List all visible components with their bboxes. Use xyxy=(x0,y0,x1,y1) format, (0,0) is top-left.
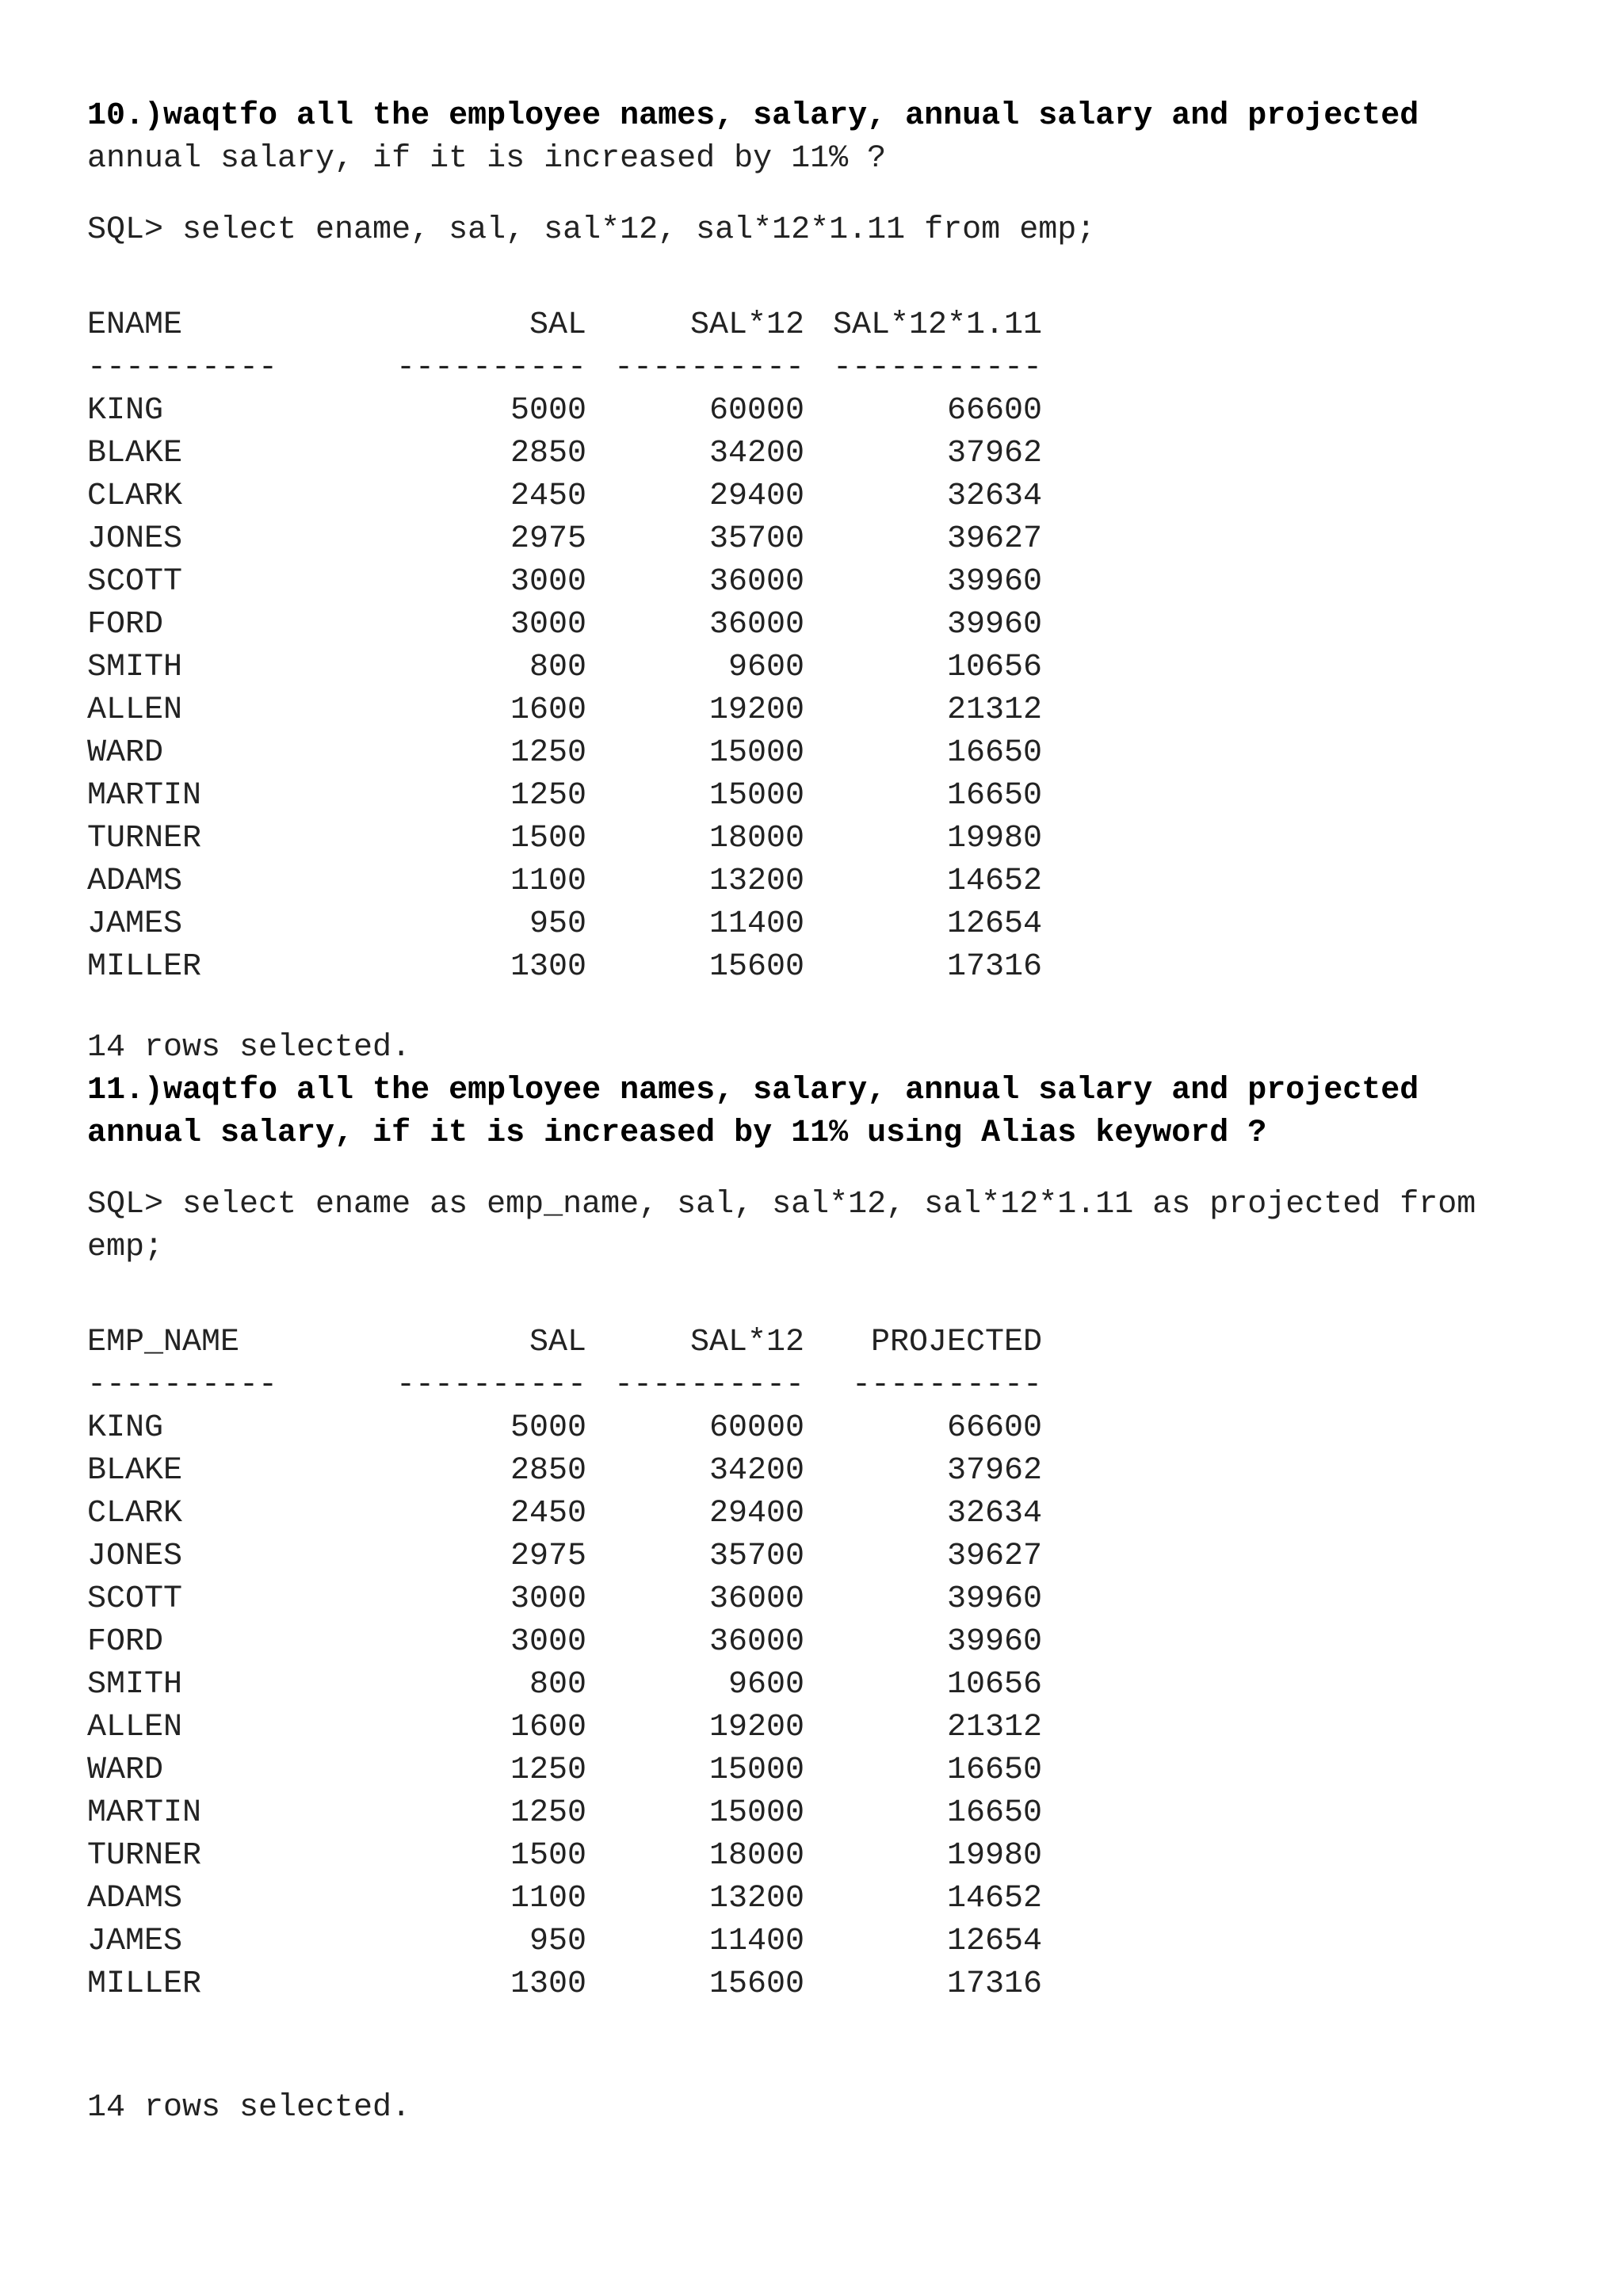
table-row-cell: 15000 xyxy=(708,1753,804,1788)
table-row-cell: 1100 xyxy=(510,1881,586,1917)
table-row-cell: 39960 xyxy=(946,1624,1042,1660)
table-row-cell: 11400 xyxy=(708,906,804,942)
table-row-cell: 39627 xyxy=(946,521,1042,557)
table-row-cell: 36000 xyxy=(708,1581,804,1617)
table-row-cell: ALLEN xyxy=(87,1710,183,1745)
table-separator-row xyxy=(87,1364,1042,1407)
table-row-cell: 1600 xyxy=(510,692,586,728)
table-row-cell: JONES xyxy=(87,1539,183,1574)
table-row-cell: 36000 xyxy=(708,564,804,600)
table-header-row-cell: SAL*12*1.11 xyxy=(832,307,1042,343)
table-row-cell: 34200 xyxy=(708,1453,804,1489)
table-row-cell: 32634 xyxy=(946,1496,1042,1531)
query-11-result-table xyxy=(87,1322,1042,2006)
table-row xyxy=(87,732,1042,775)
table-row-cell: 21312 xyxy=(946,692,1042,728)
table-separator-row-cell: ---------- xyxy=(87,350,278,386)
table-row-cell: 2850 xyxy=(510,436,586,471)
table-header-row-cell: SAL xyxy=(529,1325,586,1360)
table-row-cell: 19980 xyxy=(946,821,1042,856)
table-row-cell: 800 xyxy=(529,650,586,685)
table-row xyxy=(87,1621,1042,1664)
table-row-cell: 32634 xyxy=(946,479,1042,514)
question-10-sql: SQL> select ename, sal, sal*12, sal*12*1.11 from emp; xyxy=(87,212,1096,248)
table-row xyxy=(87,1963,1042,2006)
question-11-title-continued: annual salary, if it is increased by 11% using Alias keyword ? xyxy=(87,1116,1267,1151)
table-row-cell: 16650 xyxy=(946,1753,1042,1788)
table-row-cell: ADAMS xyxy=(87,864,183,899)
question-10-section xyxy=(87,95,1561,1070)
query-10-result-table xyxy=(87,304,1042,989)
table-row-cell: SCOTT xyxy=(87,564,183,600)
document-page xyxy=(87,95,1561,2130)
table-row-cell: 11400 xyxy=(708,1924,804,1959)
table-row-cell: 800 xyxy=(529,1667,586,1703)
table-row-cell: 18000 xyxy=(708,821,804,856)
table-row-cell: 19200 xyxy=(708,692,804,728)
table-row xyxy=(87,1535,1042,1578)
table-row xyxy=(87,1878,1042,1920)
table-row-cell: TURNER xyxy=(87,1838,202,1874)
table-row-cell: 18000 xyxy=(708,1838,804,1874)
table-row-cell: 15600 xyxy=(708,1966,804,2002)
table-row-cell: 35700 xyxy=(708,521,804,557)
table-row-cell: 5000 xyxy=(510,1410,586,1446)
table-row xyxy=(87,1749,1042,1792)
table-row-cell: 17316 xyxy=(946,1966,1042,2002)
table-row-cell: FORD xyxy=(87,607,164,643)
table-row xyxy=(87,775,1042,818)
table-row xyxy=(87,818,1042,860)
table-row-cell: 60000 xyxy=(708,1410,804,1446)
table-row-cell: 12654 xyxy=(946,906,1042,942)
query-10-rows-selected: 14 rows selected. xyxy=(87,1030,411,1066)
table-separator-row-cell: ---------- xyxy=(395,1367,586,1403)
table-row-cell: TURNER xyxy=(87,821,202,856)
table-row-cell: 37962 xyxy=(946,1453,1042,1489)
table-row-cell: 1500 xyxy=(510,821,586,856)
table-row-cell: 12654 xyxy=(946,1924,1042,1959)
table-row-cell: 16650 xyxy=(946,1795,1042,1831)
table-row-cell: JONES xyxy=(87,521,183,557)
table-row xyxy=(87,860,1042,903)
table-row-cell: 16650 xyxy=(946,735,1042,771)
table-row-cell: SCOTT xyxy=(87,1581,183,1617)
table-row xyxy=(87,1707,1042,1749)
table-row-cell: CLARK xyxy=(87,1496,183,1531)
table-row-cell: 39960 xyxy=(946,564,1042,600)
table-header-row-cell: EMP_NAME xyxy=(87,1325,240,1360)
table-header-row-cell: SAL xyxy=(529,307,586,343)
table-row-cell: 15000 xyxy=(708,735,804,771)
table-separator-row-cell: ---------- xyxy=(851,1367,1042,1403)
question-11-title: 11.)waqtfo all the employee names, salary, annual salary and projected xyxy=(87,1073,1419,1108)
table-separator-row-cell: ---------- xyxy=(613,350,804,386)
table-row-cell: 16650 xyxy=(946,778,1042,814)
table-row-cell: SMITH xyxy=(87,650,183,685)
table-row-cell: CLARK xyxy=(87,479,183,514)
table-row-cell: 29400 xyxy=(708,1496,804,1531)
table-row xyxy=(87,1792,1042,1835)
table-row-cell: WARD xyxy=(87,1753,164,1788)
table-row-cell: 14652 xyxy=(946,864,1042,899)
table-row xyxy=(87,1493,1042,1535)
table-header-row-cell: SAL*12 xyxy=(689,1325,804,1360)
table-row-cell: MILLER xyxy=(87,949,202,985)
table-row-cell: ADAMS xyxy=(87,1881,183,1917)
table-row-cell: BLAKE xyxy=(87,436,183,471)
table-row-cell: 10656 xyxy=(946,1667,1042,1703)
table-row-cell: 39960 xyxy=(946,607,1042,643)
question-10-title-continued: annual salary, if it is increased by 11% ? xyxy=(87,141,887,177)
table-row xyxy=(87,1835,1042,1878)
table-separator-row-cell: ---------- xyxy=(613,1367,804,1403)
table-row-cell: BLAKE xyxy=(87,1453,183,1489)
question-11-section xyxy=(87,1070,1561,2130)
table-row-cell: 1600 xyxy=(510,1710,586,1745)
table-row-cell: 1250 xyxy=(510,1795,586,1831)
table-row-cell: 3000 xyxy=(510,1581,586,1617)
table-row-cell: FORD xyxy=(87,1624,164,1660)
table-row-cell: 15600 xyxy=(708,949,804,985)
table-row xyxy=(87,903,1042,946)
question-10-title: 10.)waqtfo all the employee names, salary, annual salary and projected xyxy=(87,98,1419,134)
table-row xyxy=(87,1664,1042,1707)
table-row xyxy=(87,518,1042,561)
table-separator-row-cell: ----------- xyxy=(832,350,1042,386)
table-row-cell: 37962 xyxy=(946,436,1042,471)
table-row-cell: 17316 xyxy=(946,949,1042,985)
table-row xyxy=(87,604,1042,646)
table-row xyxy=(87,946,1042,989)
table-row-cell: 9600 xyxy=(727,650,804,685)
table-row-cell: 14652 xyxy=(946,1881,1042,1917)
table-header-row-cell: SAL*12 xyxy=(689,307,804,343)
table-row-cell: SMITH xyxy=(87,1667,183,1703)
table-header-row-cell: ENAME xyxy=(87,307,183,343)
table-row-cell: KING xyxy=(87,1410,164,1446)
table-row-cell: 36000 xyxy=(708,1624,804,1660)
table-row xyxy=(87,1450,1042,1493)
table-row xyxy=(87,689,1042,732)
table-row xyxy=(87,1407,1042,1450)
table-row-cell: MARTIN xyxy=(87,778,202,814)
table-row-cell: 21312 xyxy=(946,1710,1042,1745)
table-row-cell: 1100 xyxy=(510,864,586,899)
table-row-cell: 13200 xyxy=(708,1881,804,1917)
table-row-cell: 66600 xyxy=(946,1410,1042,1446)
table-row xyxy=(87,561,1042,604)
table-row-cell: 2450 xyxy=(510,1496,586,1531)
table-row-cell: 39960 xyxy=(946,1581,1042,1617)
table-row-cell: 39627 xyxy=(946,1539,1042,1574)
table-separator-row-cell: ---------- xyxy=(87,1367,278,1403)
query-11-rows-selected: 14 rows selected. xyxy=(87,2090,411,2126)
table-row-cell: 1250 xyxy=(510,1753,586,1788)
table-row-cell: 35700 xyxy=(708,1539,804,1574)
table-row-cell: 15000 xyxy=(708,778,804,814)
table-row-cell: 5000 xyxy=(510,393,586,429)
table-row xyxy=(87,1578,1042,1621)
table-row-cell: KING xyxy=(87,393,164,429)
table-row xyxy=(87,475,1042,518)
table-header-row-cell: PROJECTED xyxy=(870,1325,1042,1360)
table-row-cell: 60000 xyxy=(708,393,804,429)
table-row xyxy=(87,1920,1042,1963)
table-row xyxy=(87,433,1042,475)
table-row-cell: JAMES xyxy=(87,906,183,942)
table-row-cell: 19980 xyxy=(946,1838,1042,1874)
table-row-cell: 950 xyxy=(529,906,586,942)
table-row-cell: MILLER xyxy=(87,1966,202,2002)
table-row-cell: JAMES xyxy=(87,1924,183,1959)
table-row-cell: 1250 xyxy=(510,778,586,814)
table-header-row xyxy=(87,304,1042,347)
table-row xyxy=(87,390,1042,433)
table-row-cell: 29400 xyxy=(708,479,804,514)
table-row-cell: ALLEN xyxy=(87,692,183,728)
table-row-cell: 13200 xyxy=(708,864,804,899)
table-row-cell: 15000 xyxy=(708,1795,804,1831)
table-row-cell: 950 xyxy=(529,1924,586,1959)
table-row-cell: 1250 xyxy=(510,735,586,771)
table-row-cell: 2975 xyxy=(510,521,586,557)
table-row-cell: 2450 xyxy=(510,479,586,514)
table-row-cell: 3000 xyxy=(510,564,586,600)
table-separator-row-cell: ---------- xyxy=(395,350,586,386)
table-row-cell: 1300 xyxy=(510,949,586,985)
table-row-cell: 10656 xyxy=(946,650,1042,685)
table-row-cell: 2850 xyxy=(510,1453,586,1489)
question-11-sql-continued: emp; xyxy=(87,1230,164,1265)
table-row-cell: WARD xyxy=(87,735,164,771)
table-row-cell: 36000 xyxy=(708,607,804,643)
table-row-cell: 9600 xyxy=(727,1667,804,1703)
table-row-cell: 66600 xyxy=(946,393,1042,429)
table-row-cell: 34200 xyxy=(708,436,804,471)
table-row-cell: 3000 xyxy=(510,607,586,643)
table-row-cell: 3000 xyxy=(510,1624,586,1660)
table-separator-row xyxy=(87,347,1042,390)
table-header-row xyxy=(87,1322,1042,1364)
question-11-sql: SQL> select ename as emp_name, sal, sal*12, sal*12*1.11 as projected from xyxy=(87,1187,1476,1222)
table-row-cell: 1500 xyxy=(510,1838,586,1874)
table-row-cell: 2975 xyxy=(510,1539,586,1574)
table-row-cell: 1300 xyxy=(510,1966,586,2002)
table-row xyxy=(87,646,1042,689)
table-row-cell: 19200 xyxy=(708,1710,804,1745)
table-row-cell: MARTIN xyxy=(87,1795,202,1831)
